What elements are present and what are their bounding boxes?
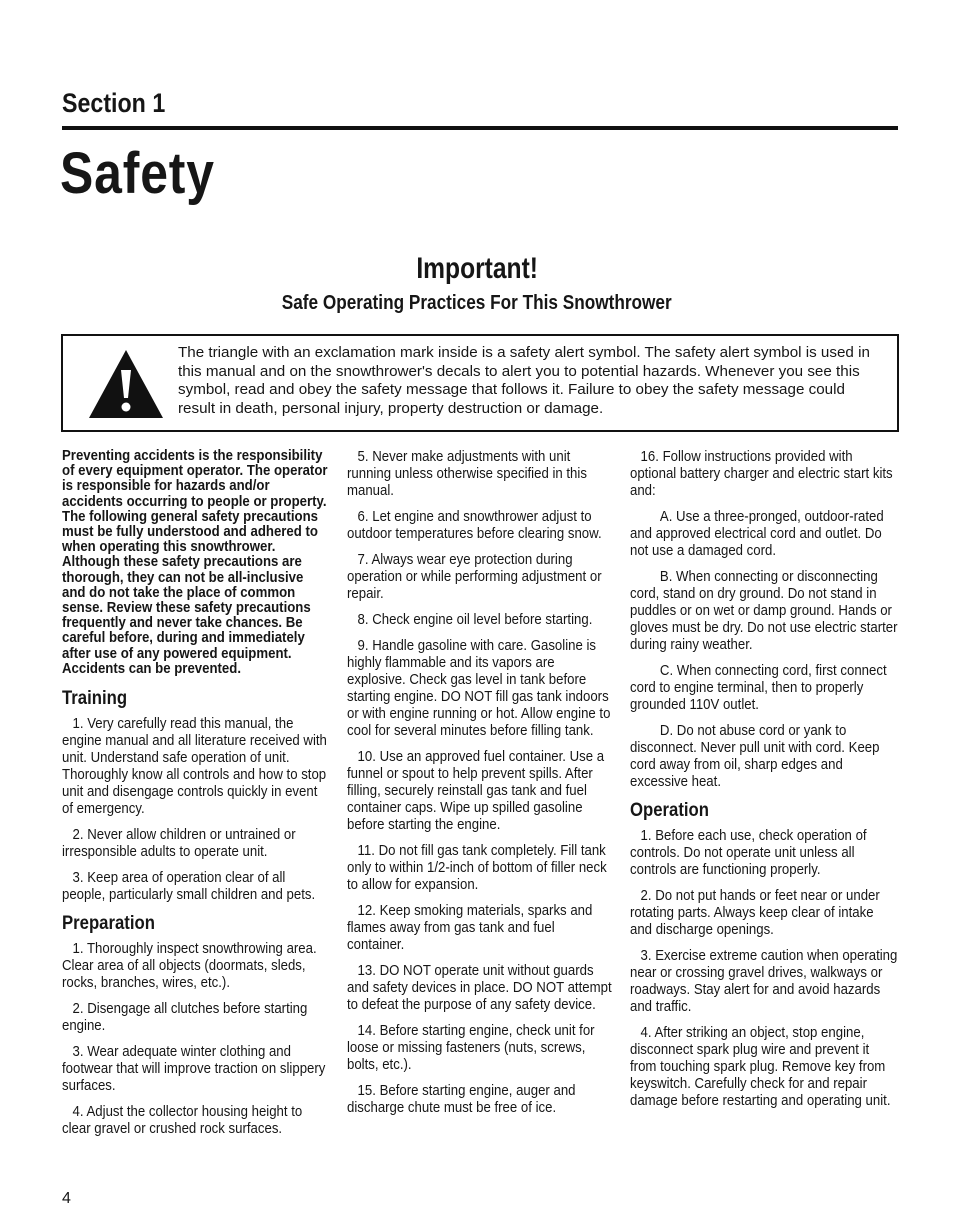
column-1 (62, 448, 364, 1146)
preparation-item: 12. Keep smoking materials, sparks and flames away from gas tank and fuel container. (347, 902, 593, 953)
preparation-item: 9. Handle gasoline with care. Gasoline is highly flammable and its vapors are explosive. Check gas level in tank before starting engine. DO NOT fill gas tank indoors or with engine running or hot. Allow engine to cool for several minutes before filling tank. (347, 637, 611, 739)
safety-alert-text: The triangle with an exclamation mark inside is a safety alert symbol. The safety alert symbol is used in this manual and on the snowthrower's decals to alert you to potential hazards. Whenever you see this symbol, read and obey the safety message that follows it. Failure to obey the safety message could result in death, personal injury, property destruction or damage. (178, 344, 870, 417)
operation-heading: Operation (630, 800, 709, 821)
column-3 (630, 448, 935, 1118)
section-label: Section 1 (62, 88, 166, 118)
operation-item: 1. Before each use, check operation of controls. Do not operate unit unless all controls are functioning properly. (630, 827, 867, 878)
preparation-sub-item: D. Do not abuse cord or yank to disconnect. Never pull unit with cord. Keep cord away from oil, sharp edges and excessive heat. (630, 722, 880, 790)
preparation-item: 7. Always wear eye protection during operation or while performing adjustment or repair. (347, 551, 602, 602)
preparation-item: 8. Check engine oil level before starting. (357, 611, 593, 628)
preparation-item: 16. Follow instructions provided with optional battery charger and electric start kits and: (630, 448, 893, 499)
important-subheading: Safe Operating Practices For This Snowthrower (282, 292, 672, 314)
preparation-item: 5. Never make adjustments with unit running unless otherwise specified in this manual. (347, 448, 587, 499)
training-item: 2. Never allow children or untrained or irresponsible adults to operate unit. (62, 826, 296, 861)
intro-paragraph: Preventing accidents is the responsibility of every equipment operator. The operator is responsible for hazards and/or accidents occurring to people or property. The following general safety precautions must be fully understood and adhered to when operating this snowthrower. Although these safety precautions are thorough, they can not be all-inclusive and do not take the place of common sense. Review these safety precautions frequently and never take chances. Be careful before, during and immediately after use of any powered equipment. Accidents can be prevented. (62, 447, 328, 677)
operation-item: 3. Exercise extreme caution when operating near or crossing gravel drives, walkways or roadways. Stay alert for and avoid hazards and traffic. (630, 947, 898, 1015)
section-rule (62, 126, 898, 130)
page-number: 4 (62, 1190, 71, 1207)
preparation-item: 2. Disengage all clutches before starting engine. (62, 1000, 308, 1035)
preparation-item: 1. Thoroughly inspect snowthrowing area. Clear area of all objects (doormats, sleds, rocks, branches, wires, etc.). (62, 940, 317, 992)
training-heading: Training (62, 688, 128, 710)
preparation-item: 10. Use an approved fuel container. Use a funnel or spout to help prevent spills. After filling, securely reinstall gas tank and fuel container caps. Wipe up spilled gasoline before starting the engine. (347, 748, 605, 833)
training-item: 1. Very carefully read this manual, the engine manual and all literature received with unit. Understand safe operation of unit. Thoroughly know all controls and how to stop unit and disengage controls quickly in event of emergency. (62, 715, 327, 818)
preparation-item: 13. DO NOT operate unit without guards and safety devices in place. DO NOT attempt to defeat the purpose of any safety device. (347, 962, 612, 1013)
preparation-item: 3. Wear adequate winter clothing and footwear that will improve traction on slippery surfaces. (62, 1043, 326, 1095)
preparation-item: 6. Let engine and snowthrower adjust to outdoor temperatures before clearing snow. (347, 508, 602, 542)
preparation-sub-item: C. When connecting cord, first connect cord to engine terminal, then to properly grounded 110V outlet. (630, 662, 887, 713)
operation-item: 4. After striking an object, stop engine, disconnect spark plug wire and prevent it from touching spark plug. Remove key from keyswitch. Carefully check for and repair damage before restarting and operating unit. (630, 1024, 891, 1109)
operation-item: 2. Do not put hands or feet near or under rotating parts. Always keep clear of intake and discharge openings. (630, 887, 880, 938)
column-2 (347, 448, 652, 1125)
preparation-heading: Preparation (62, 913, 155, 935)
preparation-item: 14. Before starting engine, check unit for loose or missing fasteners (nuts, screws, bolts, etc.). (347, 1022, 595, 1073)
page-title: Safety (60, 141, 215, 206)
preparation-item: 11. Do not fill gas tank completely. Fill tank only to within 1/2-inch of bottom of filler neck to allow for expansion. (347, 842, 607, 893)
preparation-sub-item: A. Use a three-pronged, outdoor-rated and approved electrical cord and outlet. Do not use a damaged cord. (630, 508, 884, 559)
important-heading: Important! (416, 252, 538, 285)
preparation-item: 15. Before starting engine, auger and discharge chute must be free of ice. (347, 1082, 576, 1116)
safety-alert-triangle-icon (87, 348, 165, 425)
preparation-sub-item: B. When connecting or disconnecting cord, stand on dry ground. Do not stand in puddles or on wet or damp ground. Hands or gloves must be dry. Do not use electric starter during rainy weather. (630, 568, 898, 653)
preparation-item: 4. Adjust the collector housing height to clear gravel or crushed rock surfaces. (62, 1103, 303, 1138)
training-item: 3. Keep area of operation clear of all people, particularly small children and pets. (62, 869, 316, 904)
safety-alert-box (61, 334, 899, 432)
